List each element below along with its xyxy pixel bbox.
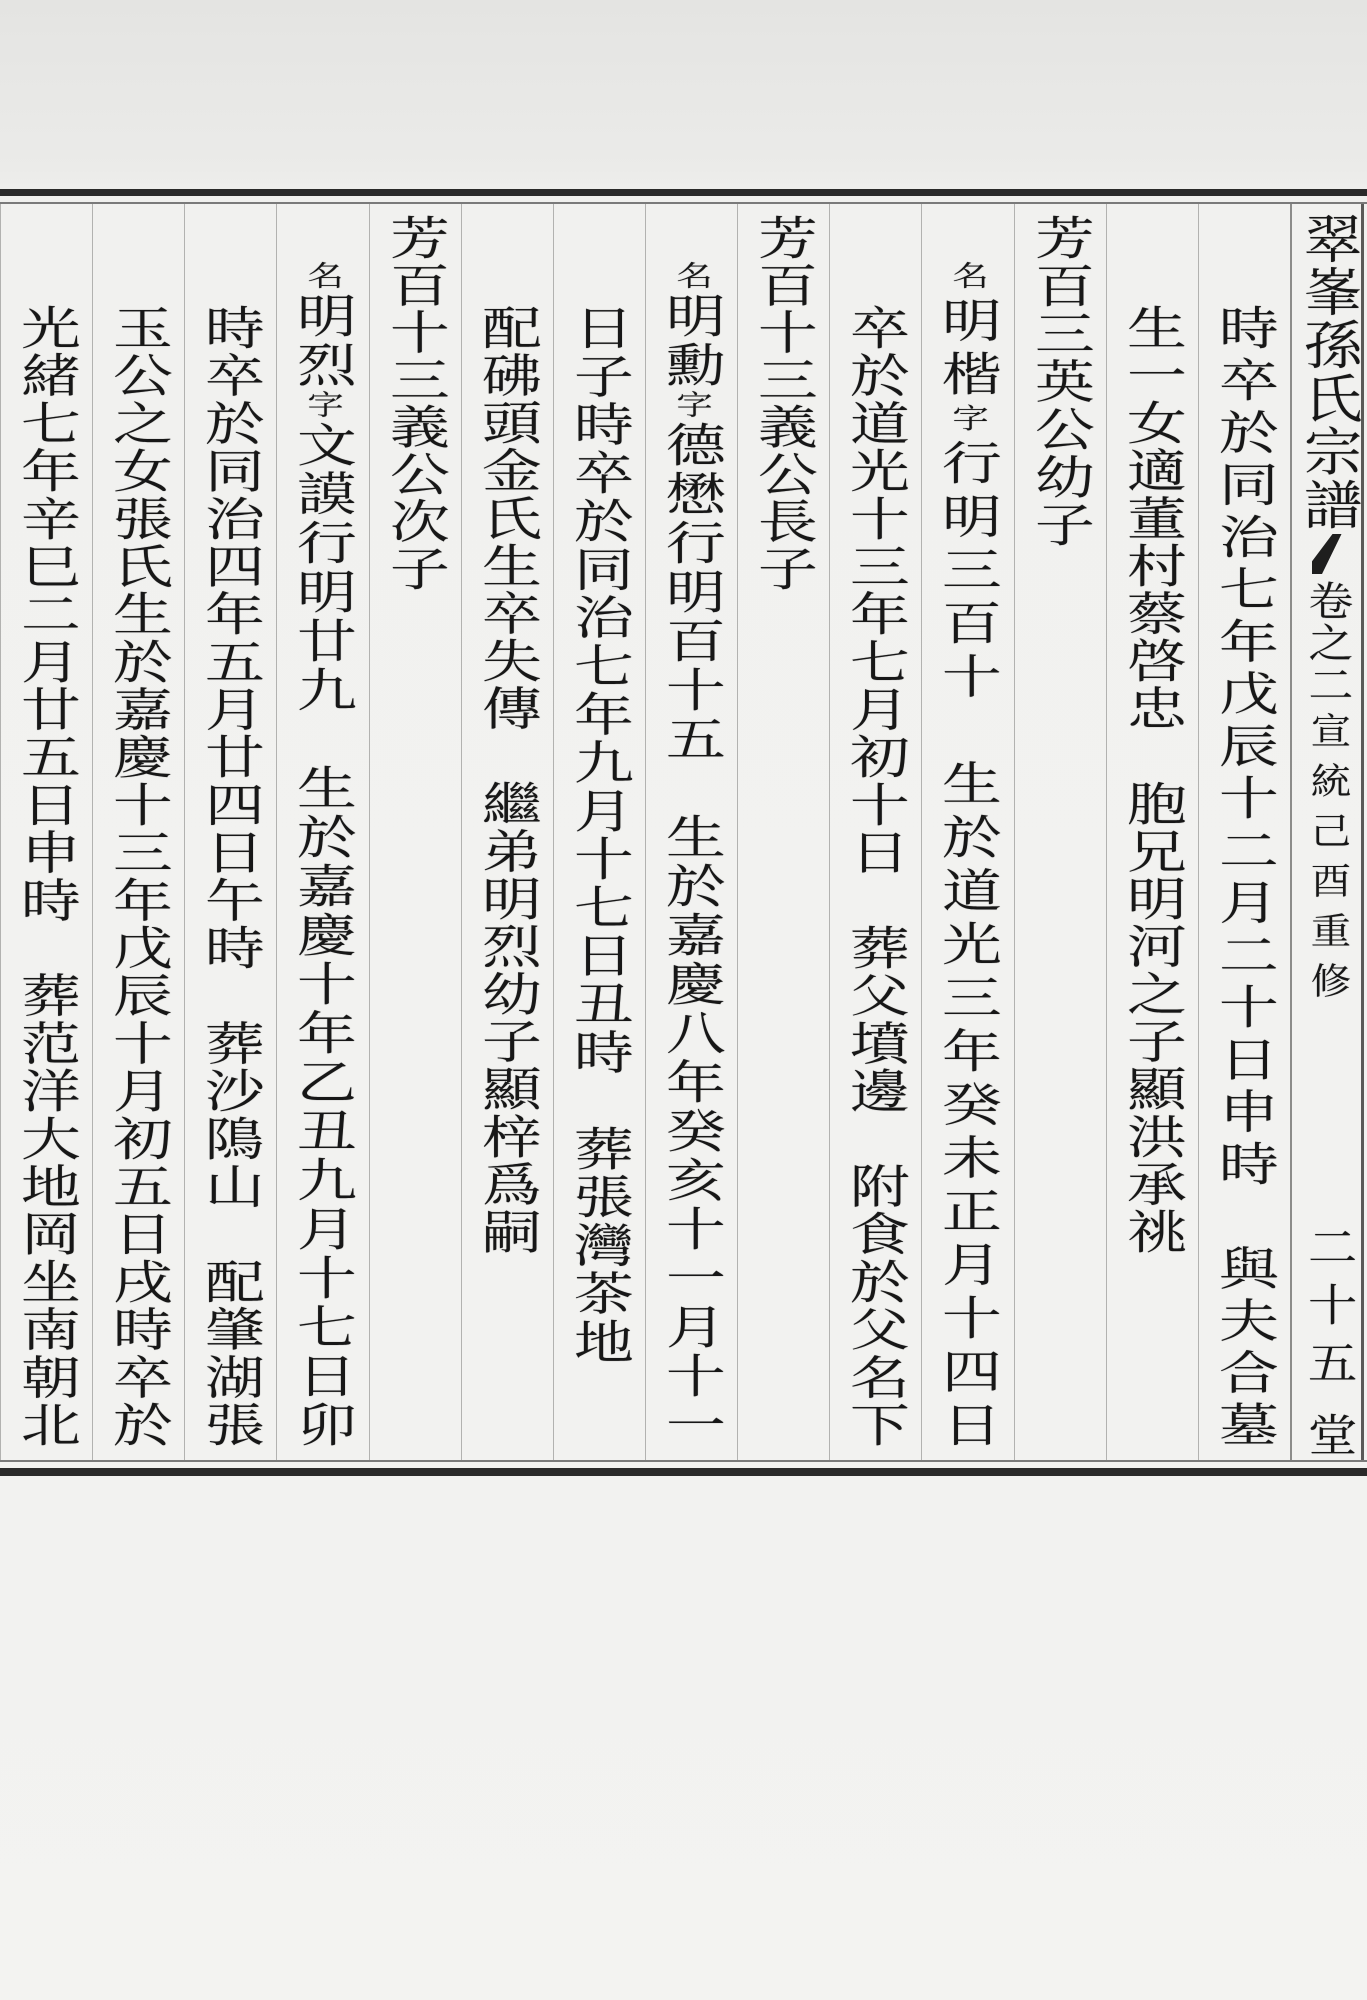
edition-note-box (1304, 712, 1351, 1012)
annotation-mark: 字 (301, 390, 345, 421)
record-column-2 (1106, 204, 1198, 1460)
given-name: 明烈 (287, 292, 358, 390)
lineage-heading: 芳百三英公幼子 (1025, 214, 1096, 549)
lineage-heading: 芳百十三義公長子 (748, 214, 819, 593)
lineage-heading-column-6 (737, 204, 829, 1460)
column-text: 配砩頭金氏生卒失傳 繼弟明烈幼子顯梓爲嗣 (472, 304, 543, 1256)
lineage-heading-box (1025, 214, 1096, 549)
top-border-rule (0, 189, 1367, 196)
fascicle-label: 卷之二 (1300, 580, 1353, 706)
column-text-box (1117, 304, 1188, 1256)
bottom-border-rule (0, 1468, 1367, 1476)
given-name: 明楷 (932, 296, 1003, 404)
record-column-7 (645, 204, 737, 1460)
column-text-box (932, 261, 1003, 1455)
given-name: 明勳 (656, 292, 727, 390)
column-text (932, 261, 1002, 1455)
record-column-11 (276, 204, 368, 1460)
annotation-mark: 名 (670, 261, 714, 292)
column-text-box (11, 304, 82, 1449)
column-text: 時卒於同治四年五月廿四日午時 葬沙隝山 配肇湖張 (195, 304, 266, 1449)
record-text: 文謨行明廿九 生於嘉慶十年乙丑九月十七日卯 (287, 421, 358, 1450)
record-text: 德懋行明百十五 生於嘉慶八年癸亥十一月十一 (656, 421, 727, 1450)
record-column-8 (553, 204, 645, 1460)
lineage-heading: 芳百十三義公次子 (380, 214, 451, 593)
record-text: 行明三百十 生於道光三年癸未正月十四日 (932, 438, 1003, 1455)
column-text-box (195, 304, 266, 1449)
annotation-mark: 字 (946, 403, 990, 439)
record-column-4 (921, 204, 1013, 1460)
column-text: 卒於道光十三年七月初十日 葬父墳邊 附食於父名下 (840, 304, 911, 1449)
record-column-5 (829, 204, 921, 1460)
page-number-box (1298, 1224, 1356, 1398)
fascicle-label-box (1300, 580, 1353, 706)
column-text-box (656, 261, 727, 1450)
page-number: 二十五 (1298, 1224, 1356, 1398)
annotation-mark: 名 (301, 261, 345, 292)
lineage-heading-box (380, 214, 451, 593)
lineage-heading-box (748, 214, 819, 593)
column-text (287, 261, 357, 1450)
column-text-box (103, 304, 174, 1449)
column-text-box (840, 304, 911, 1449)
hall-name-box (1298, 1412, 1356, 1456)
column-text (656, 261, 726, 1450)
column-text: 玉公之女張氏生於嘉慶十三年戊辰十月初五日戌時卒於 (103, 304, 174, 1449)
annotation-mark: 名 (946, 261, 990, 297)
running-head-column (1290, 204, 1364, 1460)
column-text: 生一女適董村蔡啓忠 胞兄明河之子顯洪承祧 (1117, 304, 1188, 1256)
record-column-1 (1198, 204, 1290, 1460)
annotation-mark: 字 (670, 390, 714, 421)
column-text: 日子時卒於同治七年九月十七日丑時 葬張灣茶地 (564, 304, 635, 1367)
running-head-title-box (1292, 212, 1361, 532)
column-text-box (287, 261, 358, 1450)
column-text-box (1209, 304, 1280, 1454)
lineage-heading-column-3 (1014, 204, 1106, 1460)
edition-note: 宣統己酉重修 (1304, 712, 1351, 1012)
record-column-14 (0, 204, 92, 1460)
fish-tail-mark (1312, 534, 1342, 574)
column-text: 時卒於同治七年戊辰十二月二十日申時 與夫合墓 (1209, 304, 1280, 1454)
column-text-box (564, 304, 635, 1367)
bottom-inner-rule (0, 1460, 1367, 1462)
running-head-title: 翠峯孫氏宗譜 (1292, 212, 1361, 532)
column-text: 光緒七年辛巳二月廿五日申時 葬范洋大地岡坐南朝北 (11, 304, 82, 1449)
column-text-box (472, 304, 543, 1256)
record-column-13 (92, 204, 184, 1460)
record-column-12 (184, 204, 276, 1460)
hall-name: 堂 (1298, 1412, 1356, 1456)
record-column-9 (461, 204, 553, 1460)
lineage-heading-column-10 (369, 204, 461, 1460)
